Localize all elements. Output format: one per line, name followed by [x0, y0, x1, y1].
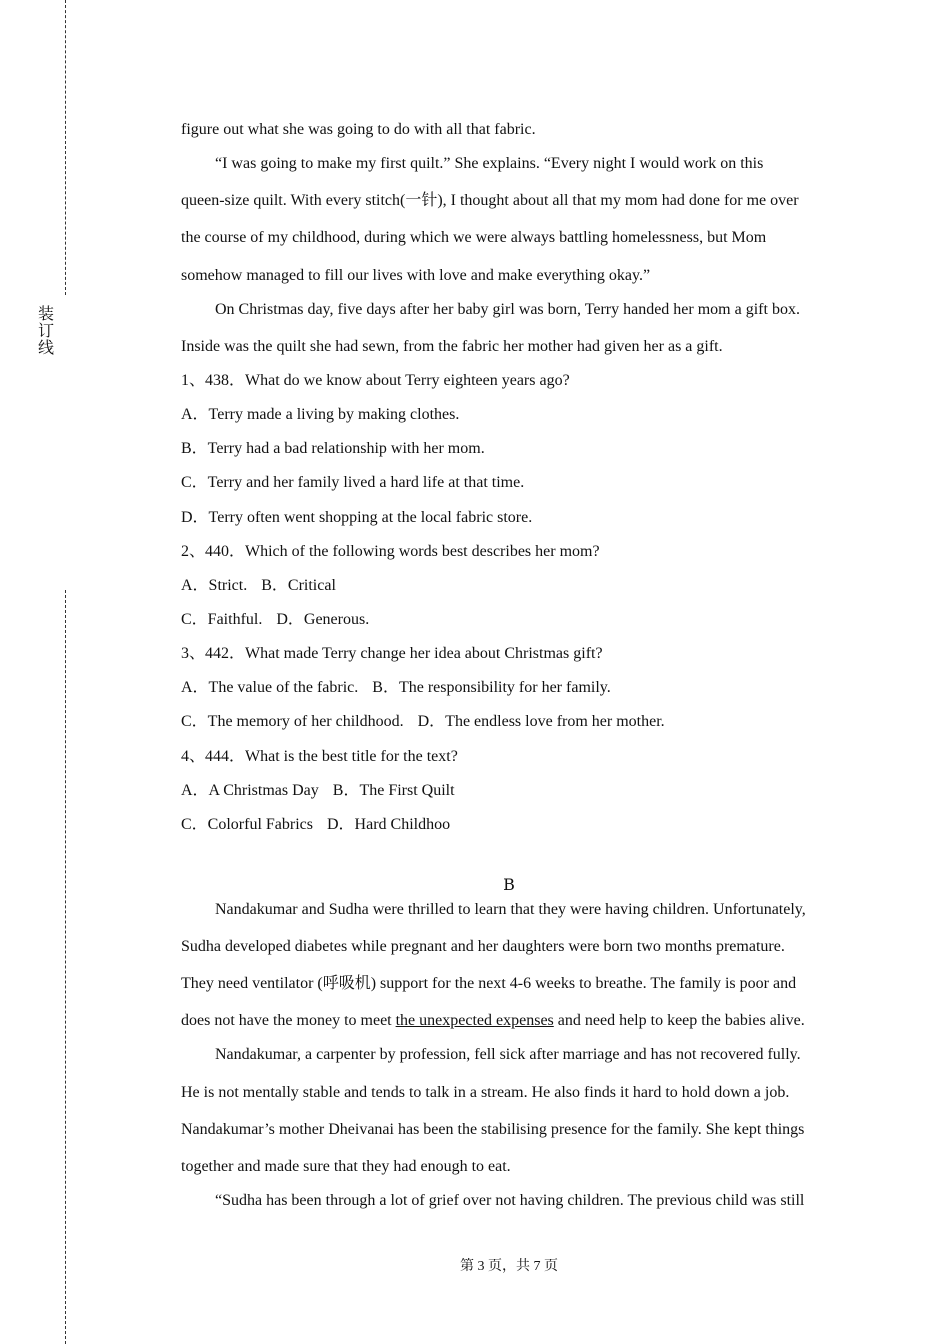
- question-stem: 2、440．Which of the following words best describes her mom?: [181, 543, 600, 560]
- passage-b-line: together and made sure that they had enough to eat.: [181, 1158, 511, 1175]
- question-option: D．Terry often went shopping at the local fabric store.: [181, 509, 533, 526]
- passage-a-line: queen-size quilt. With every stitch(一针), I thought about all that my mom had done for me over: [181, 192, 799, 209]
- passage-a-line: On Christmas day, five days after her baby girl was born, Terry handed her mom a gift box.: [215, 301, 800, 318]
- question-stem: 1、438．What do we know about Terry eighteen years ago?: [181, 372, 570, 389]
- passage-b-line: Sudha developed diabetes while pregnant and her daughters were born two months premature.: [181, 938, 785, 955]
- question-option-row: [181, 781, 841, 801]
- passage-a-line: figure out what she was going to do with all that fabric.: [181, 121, 536, 138]
- binding-dashed-line-top: [65, 0, 66, 295]
- question-option-row: [181, 712, 841, 732]
- question-option-row: [181, 610, 841, 630]
- passage-b-line: They need ventilator (呼吸机) support for the next 4-6 weeks to breathe. The family is poor and: [181, 975, 797, 992]
- question-option: B．Critical: [261, 577, 336, 594]
- question-option: D．Generous.: [276, 611, 370, 628]
- question-option: A．The value of the fabric.: [181, 679, 359, 696]
- question-option: C．Colorful Fabrics: [181, 816, 313, 833]
- question-option: B．The responsibility for her family.: [372, 679, 611, 696]
- text-run: and need help to keep the babies alive.: [553, 1012, 805, 1029]
- question-option: B．The First Quilt: [332, 782, 455, 799]
- section-title: B: [503, 875, 515, 894]
- passage-b-line: Nandakumar’s mother Dheivanai has been the stabilising presence for the family. She kept things: [181, 1121, 805, 1138]
- passage-b-line: Nandakumar, a carpenter by profession, fell sick after marriage and has not recovered fully.: [215, 1046, 801, 1063]
- question-option-row: [181, 678, 841, 698]
- text-run: does not have the money to meet: [181, 1012, 396, 1029]
- passage-b-line: [181, 1011, 841, 1031]
- binding-label: [37, 305, 55, 356]
- passage-b-line: “Sudha has been through a lot of grief over not having children. The previous child was still: [215, 1192, 805, 1209]
- question-stem: 3、442．What made Terry change her idea about Christmas gift?: [181, 645, 603, 662]
- question-option: C．Terry and her family lived a hard life at that time.: [181, 474, 525, 491]
- binding-char: 线: [37, 338, 54, 357]
- binding-char: 装: [37, 304, 54, 323]
- question-option-row: [181, 576, 841, 596]
- question-option: A．A Christmas Day: [181, 782, 319, 799]
- passage-b-line: He is not mentally stable and tends to talk in a stream. He also finds it hard to hold down a job.: [181, 1084, 790, 1101]
- page-footer: 第 3 页，共 7 页: [460, 1259, 558, 1274]
- passage-a-line: “I was going to make my first quilt.” She explains. “Every night I would work on this: [215, 155, 764, 172]
- question-option-row: [181, 815, 841, 835]
- question-option: C．Faithful.: [181, 611, 263, 628]
- binding-char: 订: [37, 321, 54, 340]
- passage-a-line: somehow managed to fill our lives with love and make everything okay.”: [181, 267, 651, 284]
- underlined-phrase: the unexpected expenses: [395, 1012, 554, 1029]
- passage-a-line: Inside was the quilt she had sewn, from the fabric her mother had given her as a gift.: [181, 338, 723, 355]
- passage-b-line: Nandakumar and Sudha were thrilled to learn that they were having children. Unfortunately,: [215, 901, 806, 918]
- passage-a-line: the course of my childhood, during which we were always battling homelessness, but Mom: [181, 229, 767, 246]
- question-option: D．The endless love from her mother.: [417, 713, 665, 730]
- question-stem: 4、444．What is the best title for the text?: [181, 748, 458, 765]
- question-option: B．Terry had a bad relationship with her mom.: [181, 440, 485, 457]
- question-option: A．Terry made a living by making clothes.: [181, 406, 460, 423]
- question-option: A．Strict.: [181, 577, 248, 594]
- question-option: C．The memory of her childhood.: [181, 713, 404, 730]
- binding-dashed-line-bottom: [65, 590, 66, 1344]
- question-option: D．Hard Childhoo: [327, 816, 451, 833]
